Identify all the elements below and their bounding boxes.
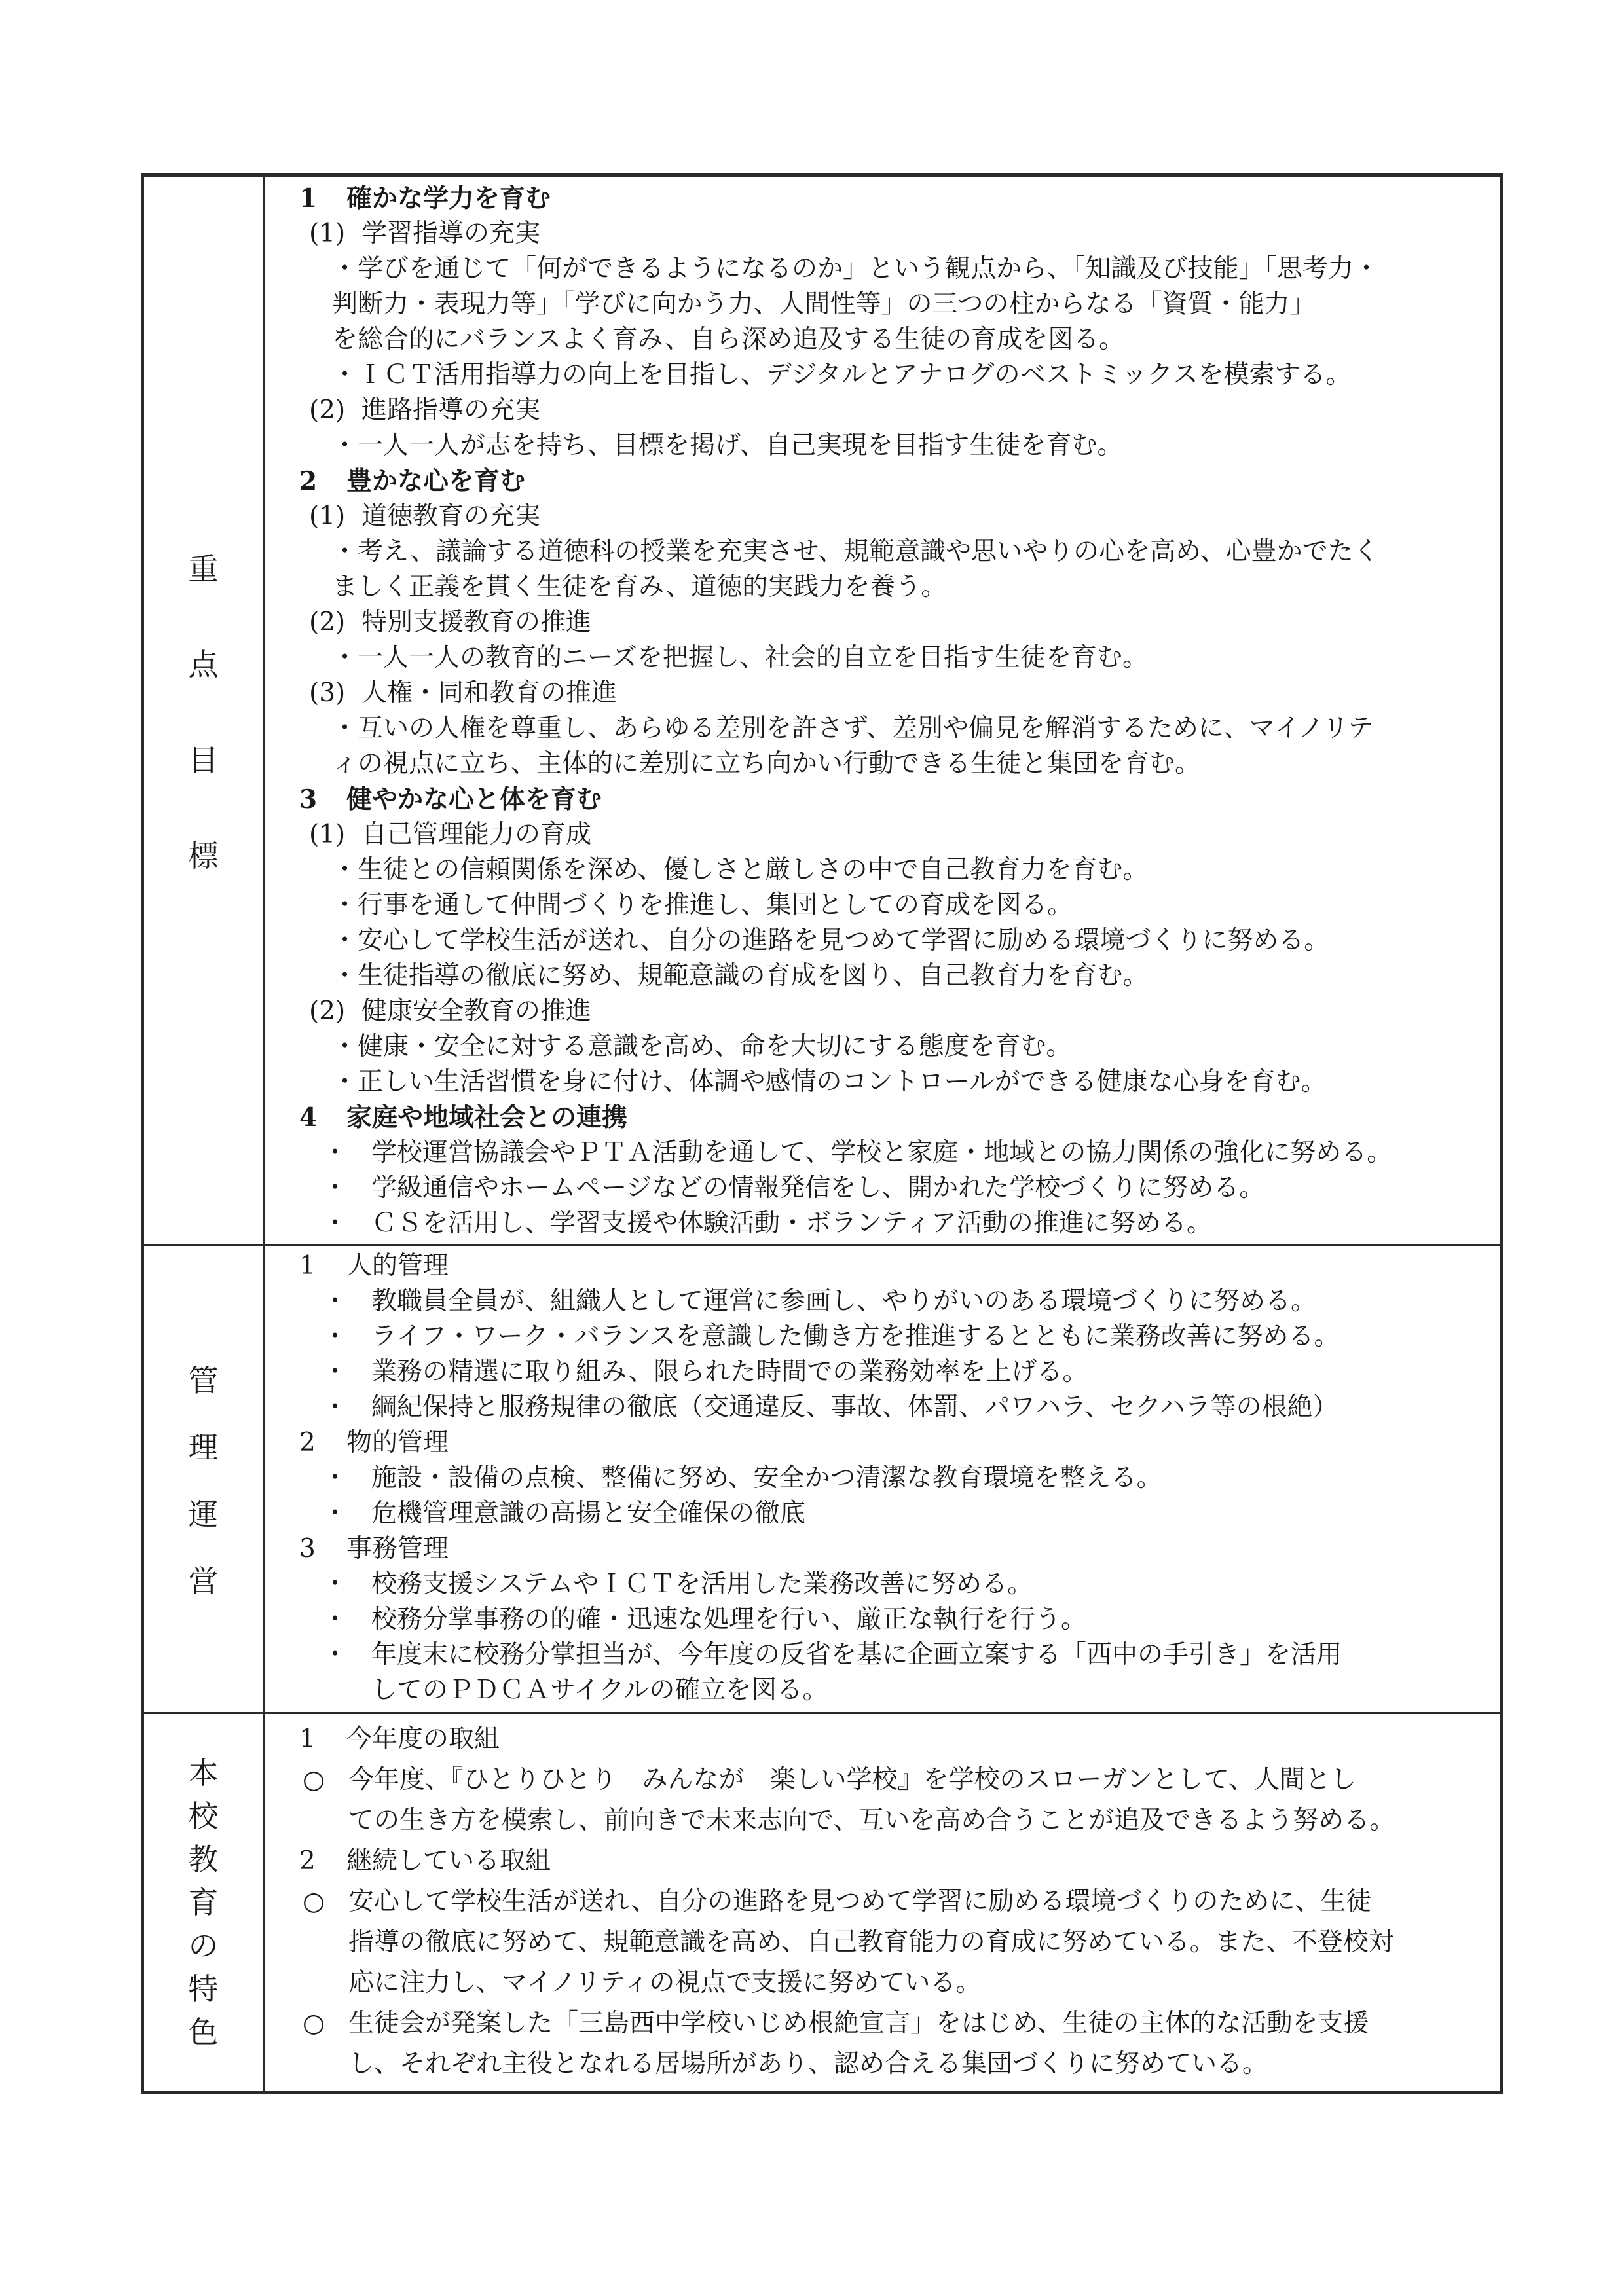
body-line: を総合的にバランスよく育み、自ら深め追及する生徒の育成を図る。: [332, 325, 1125, 354]
label-char: 色: [188, 2014, 219, 2050]
bullet-item: ・ ＣＳを活用し、学習支援や体験活動・ボランティア活動の推進に努める。: [322, 1209, 1212, 1238]
section-heading: 1 確かな学力を育む: [299, 183, 551, 213]
circle-item: ○ 安心して学校生活が送れ、自分の進路を見つめて学習に励める環境づくりのために、生徒: [303, 1887, 1372, 1916]
label-char: 点: [188, 647, 219, 682]
subsection-heading: (1) 学習指導の充実: [309, 219, 541, 248]
row-management: [144, 1244, 1500, 1712]
label-char: 営: [188, 1563, 219, 1599]
body-line: ・生徒との信頼関係を深め、優しさと厳しさの中で自己教育力を育む。: [332, 855, 1149, 884]
bullet-item: ・ 校務分掌事務の的確・迅速な処理を行い、厳正な執行を行う。: [322, 1605, 1087, 1634]
body-line: ィの視点に立ち、主体的に差別に立ち向かい行動できる生徒と集団を育む。: [332, 749, 1201, 778]
label-char: 校: [188, 1798, 219, 1834]
section-heading: 3 事務管理: [299, 1534, 449, 1563]
subsection-heading: (2) 特別支援教育の推進: [309, 608, 592, 637]
subsection-heading: (3) 人権・同和教育の推進: [309, 678, 618, 708]
subsection-heading: (1) 自己管理能力の育成: [309, 820, 592, 849]
label-char: 理: [188, 1430, 219, 1465]
label-char: 標: [188, 838, 219, 873]
body-line: し、それぞれ主役となれる居場所があり、認め合える集団づくりに努めている。: [348, 2049, 1268, 2079]
body-line: ・一人一人の教育的ニーズを把握し、社会的自立を目指す生徒を育む。: [332, 643, 1149, 672]
label-char: 目: [188, 742, 219, 778]
policy-table: [141, 173, 1503, 2094]
body-line: ・一人一人が志を持ち、目標を掲げ、自己実現を目指す生徒を育む。: [332, 431, 1123, 460]
body-line: ・考え、議論する道徳科の授業を充実させ、規範意識や思いやりの心を高め、心豊かでたく: [332, 537, 1379, 566]
section-heading: 3 健やかな心と体を育む: [299, 784, 602, 814]
subsection-heading: (1) 道徳教育の充実: [309, 501, 541, 531]
label-char: 重: [188, 551, 219, 587]
section-heading: 2 継続している取組: [299, 1846, 551, 1876]
body-line: ・行事を通して仲間づくりを推進し、集団としての育成を図る。: [332, 890, 1073, 920]
body-line: 判断力・表現力等」「学びに向かう力、人間性等」の三つの柱からなる「資質・能力」: [332, 289, 1316, 319]
label-char: 教: [188, 1842, 219, 1877]
row-school-features: [144, 1712, 1500, 2091]
subsection-heading: (2) 進路指導の充実: [309, 395, 541, 425]
label-management: [144, 1246, 265, 1712]
body-line: ・健康・安全に対する意識を高め、命を大切にする態度を育む。: [332, 1032, 1072, 1061]
bullet-item: ・ 施設・設備の点検、整備に努め、安全かつ清潔な教育環境を整える。: [322, 1463, 1162, 1493]
body-line: ・学びを通じて「何ができるようになるのか」という観点から、「知識及び技能」「思考力・: [332, 254, 1380, 283]
row-priority-goals: [144, 177, 1500, 1244]
section-heading: 4 家庭や地域社会との連携: [299, 1102, 628, 1133]
body-line: してのＰＤＣＡサイクルの確立を図る。: [371, 1675, 828, 1705]
label-char: 管: [188, 1363, 219, 1398]
body-line: ・正しい生活習慣を身に付け、体調や感情のコントロールができる健康な心身を育む。: [332, 1067, 1327, 1097]
bullet-item: ・ 教職員全員が、組織人として運営に参画し、やりがいのある環境づくりに努める。: [322, 1286, 1317, 1316]
circle-item: ○ 今年度、『ひとりひとり みんなが 楽しい学校』を学校のスローガンとして、人間とし: [303, 1765, 1356, 1795]
bullet-item: ・ ライフ・ワーク・バランスを意識した働き方を推進するとともに業務改善に努める。: [322, 1322, 1340, 1351]
body-line: ・ＩＣＴ活用指導力の向上を目指し、デジタルとアナログのベストミックスを模索する。: [332, 360, 1352, 390]
body-line: ・安心して学校生活が送れ、自分の進路を見つめて学習に励める環境づくりに努める。: [332, 926, 1330, 955]
section-heading: 2 豊かな心を育む: [299, 466, 526, 496]
label-char: の: [188, 1928, 219, 1963]
bullet-item: ・ 学級通信やホームページなどの情報発信をし、開かれた学校づくりに努める。: [322, 1173, 1265, 1203]
section-heading: 1 人的管理: [299, 1251, 449, 1281]
body-line: ましく正義を貫く生徒を育み、道徳的実践力を養う。: [332, 572, 947, 602]
body-line: 応に注力し、マイノリティの視点で支援に努めている。: [348, 1968, 982, 1997]
section-heading: 2 物的管理: [299, 1428, 449, 1457]
section-heading: 1 今年度の取組: [299, 1724, 500, 1754]
bullet-item: ・ 業務の精選に取り組み、限られた時間での業務効率を上げる。: [322, 1357, 1088, 1387]
content-management: [265, 1246, 1500, 1712]
label-char: 特: [188, 1971, 219, 2007]
bullet-item: ・ 年度末に校務分掌担当が、今年度の反省を基に企画立案する「西中の手引き」を活用: [322, 1640, 1342, 1669]
bullet-item: ・ 危機管理意識の高揚と安全確保の徹底: [322, 1499, 806, 1528]
bullet-item: ・ 学校運営協議会やＰＴＡ活動を通して、学校と家庭・地域との協力関係の強化に努める。: [322, 1138, 1393, 1167]
content-priority-goals: [265, 177, 1500, 1244]
body-line: ・互いの人権を尊重し、あらゆる差別を許さず、差別や偏見を解消するために、マイノリテ: [332, 714, 1374, 743]
body-line: ての生き方を模索し、前向きで未来志向で、互いを高め合うことが追及できるよう努める。: [348, 1806, 1395, 1835]
label-char: 運: [188, 1497, 219, 1532]
label-priority-goals: [144, 177, 265, 1244]
label-char: 育: [188, 1885, 219, 1920]
body-line: ・生徒指導の徹底に努め、規範意識の育成を図り、自己教育力を育む。: [332, 961, 1149, 991]
content-school-features: [265, 1714, 1500, 2091]
bullet-item: ・ 校務支援システムやＩＣＴを活用した業務改善に努める。: [322, 1569, 1033, 1599]
bullet-item: ・ 綱紀保持と服務規律の徹底（交通違反、事故、体罰、パワハラ、セクハラ等の根絶）: [322, 1393, 1338, 1422]
circle-item: ○ 生徒会が発案した「三島西中学校いじめ根絶宣言」をはじめ、生徒の主体的な活動を支援: [303, 2009, 1369, 2038]
label-char: 本: [188, 1755, 219, 1791]
body-line: 指導の徹底に努めて、規範意識を高め、自己教育能力の育成に努めている。また、不登校対: [348, 1927, 1394, 1957]
subsection-heading: (2) 健康安全教育の推進: [309, 996, 592, 1026]
label-school-features: [144, 1714, 265, 2091]
